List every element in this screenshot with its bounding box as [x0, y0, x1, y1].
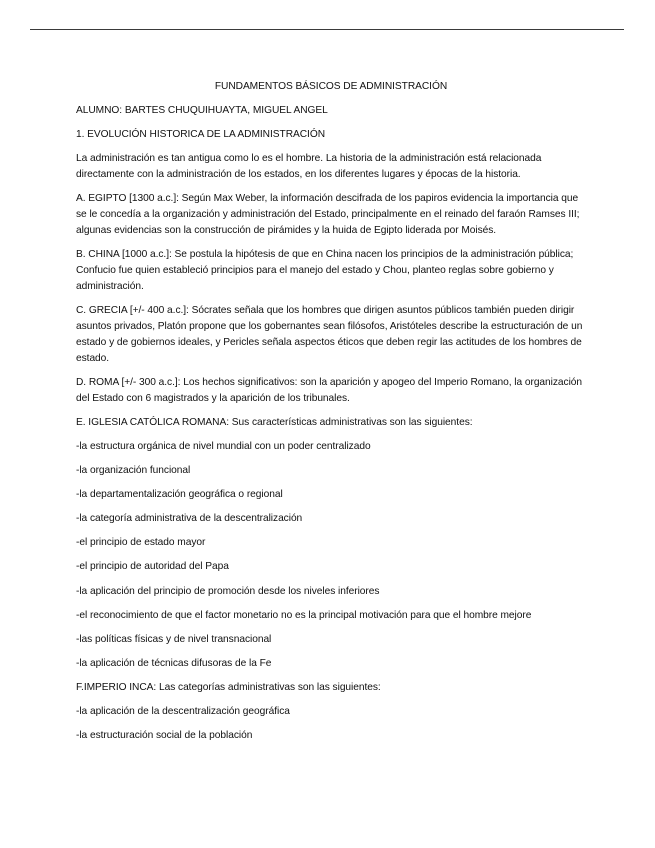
- egypt-paragraph: A. EGIPTO [1300 a.c.]: Según Max Weber, la información descifrada de los papiros evidencia la importancia que se le concedía a la organización y administración del Estado, principalmente en el reinado del faraón Ramses III; algunas evidencias son la construcción de pirámides y la huida de Egipto liderada por Moisés.: [76, 193, 580, 237]
- list-item: -las políticas físicas y de nivel transnacional: [76, 633, 272, 645]
- list-item: -la estructuración social de la población: [76, 730, 253, 742]
- list-item: -la aplicación del principio de promoción desde los niveles inferiores: [76, 585, 380, 597]
- list-item: -la aplicación de la descentralización geográfica: [76, 706, 290, 718]
- section-heading: 1. EVOLUCIÓN HISTORICA DE LA ADMINISTRACIÓN: [76, 129, 326, 141]
- document-title: FUNDAMENTOS BÁSICOS DE ADMINISTRACIÓN: [214, 81, 448, 92]
- intro-paragraph: La administración es tan antigua como lo es el hombre. La historia de la administración está relacionada directamente con la administración de los estados, en los diferentes lugares y épocas de la historia.: [76, 153, 542, 181]
- student-name: ALUMNO: BARTES CHUQUIHUAYTA, MIGUEL ANGEL: [76, 105, 328, 117]
- list-item: -el reconocimiento de que el factor monetario no es la principal motivación para que el hombre mejore: [76, 609, 532, 621]
- list-item: -la estructura orgánica de nivel mundial con un poder centralizado: [76, 441, 371, 452]
- list-item: -la organización funcional: [76, 465, 191, 477]
- china-paragraph: B. CHINA [1000 a.c.]: Se postula la hipótesis de que en China nacen los principios de la administración pública; Confucio fue quien estableció principios para el manejo del estado y Chou, planteo reglas sobre gobierno y administración.: [76, 249, 574, 292]
- list-item: -el principio de estado mayor: [76, 537, 206, 549]
- header-rule: [30, 29, 624, 30]
- rome-paragraph: D. ROMA [+/- 300 a.c.]: Los hechos significativos: son la aparición y apogeo del Imperio Romano, la organización del Estado con 6 magistrados y la aparición de los tribunales.: [76, 376, 583, 404]
- list-item: -el principio de autoridad del Papa: [76, 561, 229, 573]
- greece-paragraph: C. GRECIA [+/- 400 a.c.]: Sócrates señala que los hombres que dirigen asuntos públicos también pueden dirigir asuntos privados, Platón propone que los gobernantes sean filósofos, Aristóteles describe la estructuración de un estado y de gobiernos ideales, y Pericles señala aspectos éticos que deben regir las actitudes de los hombres de estado.: [76, 305, 583, 364]
- list-item: -la categoría administrativa de la descentralización: [76, 513, 303, 525]
- inca-heading: F.IMPERIO INCA: Las categorías administrativas son las siguientes:: [76, 681, 381, 693]
- list-item: -la aplicación de técnicas difusoras de la Fe: [76, 657, 272, 669]
- church-heading: E. IGLESIA CATÓLICA ROMANA: Sus características administrativas son las siguientes:: [76, 416, 473, 428]
- list-item: -la departamentalización geográfica o regional: [76, 489, 283, 501]
- document-body: [76, 79, 586, 752]
